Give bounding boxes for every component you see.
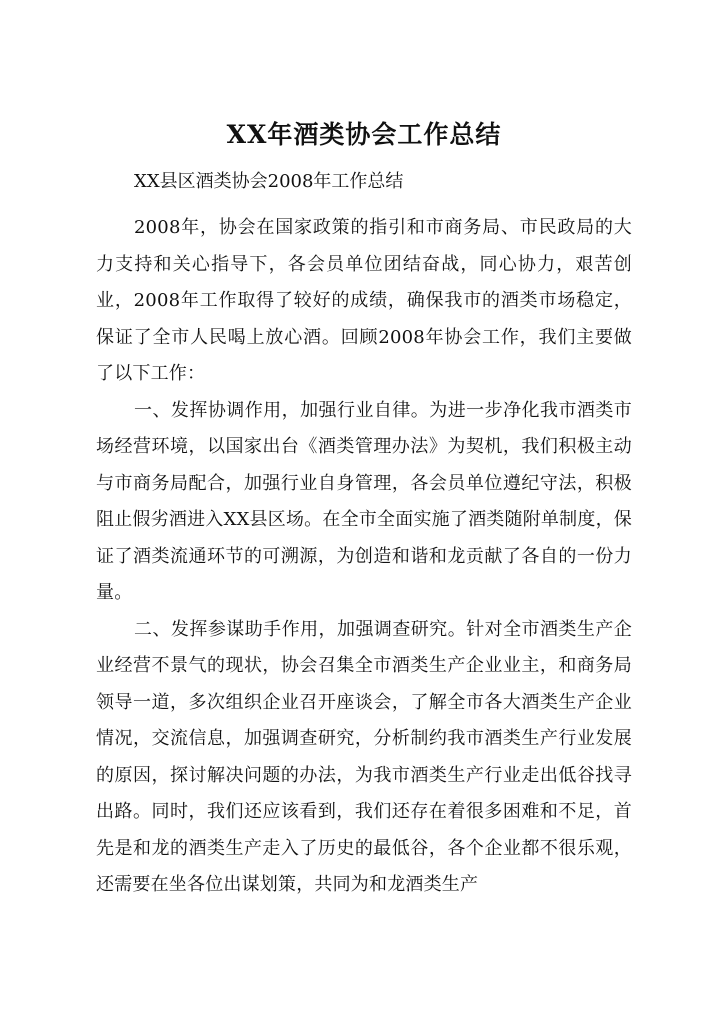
document-subtitle: XX县区酒类协会2008年工作总结 [134, 171, 404, 192]
paragraph-section-two: 二、发挥参谋助手作用，加强调查研究。针对全市酒类生产企业经营不景气的现状，协会召集全市酒类生产企业业主，和商务局领导一道，多次组织企业召开座谈会，了解全市各大酒类生产企业情况，交流信息，加强调查研究，分析制约我市酒类生产行业发展的原因，探讨解决问题的办法，为我市酒类生产行业走出低谷找寻出路。同时，我们还应该看到，我们还存在着很多困难和不足，首先是和龙的酒类生产走入了历史的最低谷，各个企业都不很乐观，还需要在坐各位出谋划策，共同为和龙酒类生产 [96, 618, 632, 895]
document-title: XX年酒类协会工作总结 [226, 120, 502, 149]
document-page [96, 120, 632, 904]
paragraph-intro: 2008年，协会在国家政策的指引和市商务局、市民政局的大力支持和关心指导下，各会员单位团结奋战，同心协力，艰苦创业，2008年工作取得了较好的成绩，确保我市的酒类市场稳定，保证了全市人民喝上放心酒。回顾2008年协会工作，我们主要做了以下工作： [96, 217, 632, 384]
paragraph-section-one: 一、发挥协调作用，加强行业自律。为进一步净化我市酒类市场经营环境，以国家出台《酒类管理办法》为契机，我们积极主动与市商务局配合，加强行业自身管理，各会员单位遵纪守法，积极阻止假劣酒进入XX县区场。在全市全面实施了酒类随附单制度，保证了酒类流通环节的可溯源，为创造和谐和龙贡献了各自的一份力量。 [96, 399, 632, 603]
